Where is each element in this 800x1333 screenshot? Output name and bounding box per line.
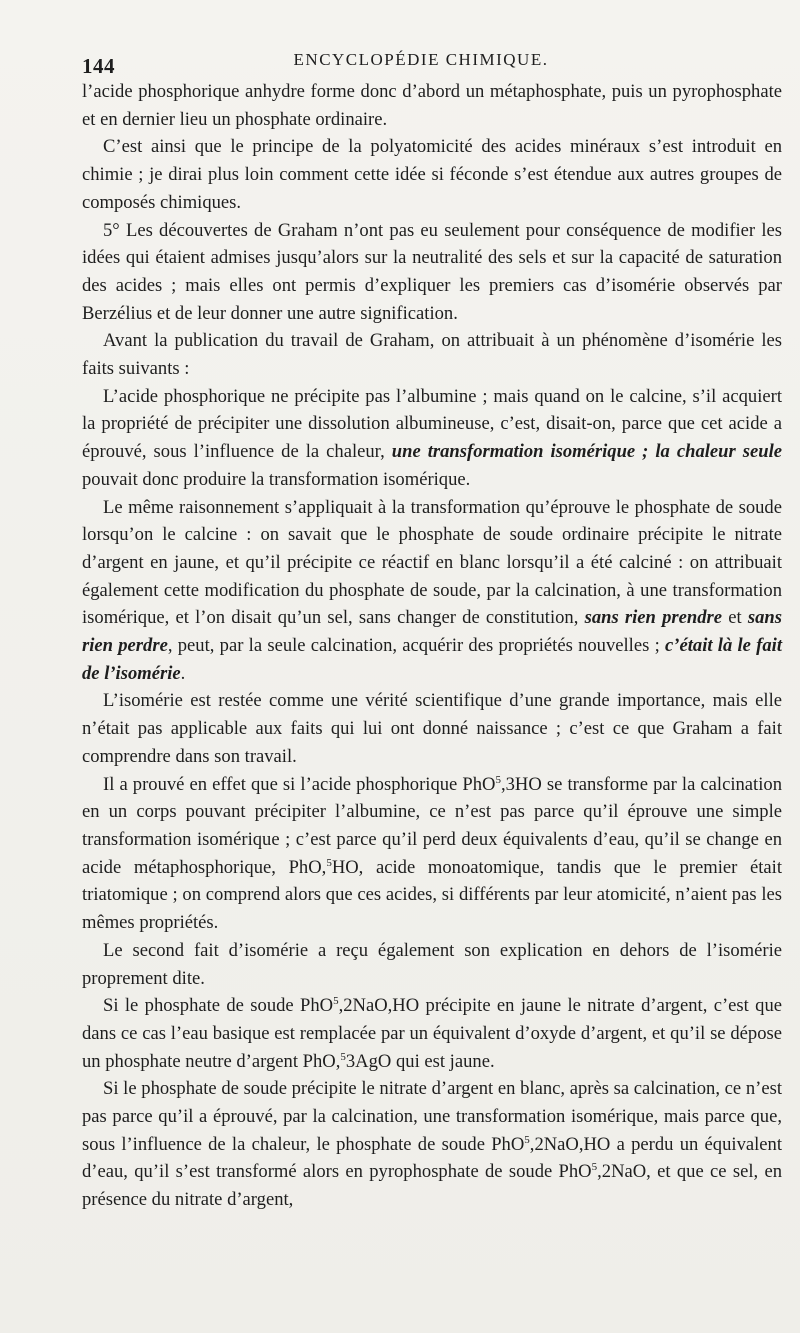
paragraph: 5° Les découvertes de Graham n’ont pas eu seulement pour conséquence de modifier les idées qui étaient admises jusqu’alors sur la neutralité des sels et sur la capacité de saturation des acides ; mais elles ont permis d’expliquer les premiers cas d’isomérie observés par Berzélius et de leur donner une autre signification. <box>82 219 782 324</box>
page-header <box>82 50 760 78</box>
text-run: Si le phosphate de soude PhO <box>103 995 334 1017</box>
text-run: ,2NaO,HO précipite en jaune le nitrate d’argent, c’est que dans ce cas l’eau basique est remplacée par un équivalent d’oxyde d’argent, et qu’il se dépose un phosphate neutre d’argent PhO, <box>82 995 782 1072</box>
text-run: , peut, par la seule calcination, acquérir des propriétés nouvelles ; <box>167 635 666 657</box>
text-run: Si le phosphate de soude précipite le nitrate d’argent en blanc, après sa calcination, ce n’est pas parce qu’il a éprouvé, par la calcination, une transformation isomérique, mais parce que, sous l’influence de la chaleur, le phosphate de soude PhO <box>82 1078 782 1155</box>
paragraph: Le second fait d’isomérie a reçu également son explication en dehors de l’isomérie proprement dite. <box>82 939 782 989</box>
text-run: 3AgO qui est jaune. <box>345 1050 495 1072</box>
text-run: Le même raisonnement s’appliquait à la transformation qu’éprouve le phosphate de soude lorsqu’on le calcine : on savait que le phosphate de soude ordinaire précipite le nitrate d’argent en jaune, et qu’il précipite ce réactif en blanc lorsqu’il a été calciné : on attribuait également cette modification du phosphate de soude, par la calcination, à une transformation isomérique, et l’on disait qu’un sel, sans changer de constitution, <box>82 496 782 629</box>
paragraph: l’acide phosphorique anhydre forme donc d’abord un métaphosphate, puis un pyrophosphate et en dernier lieu un phosphate ordinaire. <box>82 81 782 130</box>
superscript: 5 <box>326 856 332 869</box>
text-run: ,2NaO, et que ce sel, en présence du nitrate d’argent, <box>82 1161 782 1211</box>
text-run: L’acide phosphorique ne précipite pas l’albumine ; mais quand on le calcine, s’il acquiert la propriété de précipiter une dissolution albumineuse, c’est, disait-on, parce que cet acide a éprouvé, sous l’influence de la chaleur, <box>82 385 782 463</box>
text-run: pouvait donc produire la transformation isomérique. <box>82 468 471 490</box>
paragraph: C’est ainsi que le principe de la polyatomicité des acides minéraux s’est introduit en chimie ; je dirai plus loin comment cette idée si féconde s’est étendue aux autres groupes de composés chimiques. <box>82 136 782 213</box>
paragraph <box>82 494 782 688</box>
paragraph <box>82 383 782 494</box>
paragraph: L’isomérie est restée comme une vérité scientifique d’une grande importance, mais elle n’était pas applicable aux faits qui lui ont donné naissance ; c’est ce que Graham a fait comprendre dans son travail. <box>82 690 782 767</box>
superscript: 5 <box>333 995 339 1008</box>
body-text <box>82 78 782 1214</box>
text-run: HO, acide monoatomique, tandis que le premier était triatomique ; on comprend alors que ces acides, si différents par leur atomicité, n’aient pas les mêmes propriétés. <box>82 856 782 934</box>
text-run: ,2NaO,HO a perdu un équivalent d’eau, qu’il s’est transformé alors en pyrophosphate de soude PhO <box>82 1133 783 1183</box>
italic-emphasis: c’était là le fait de l’isomérie <box>82 635 783 684</box>
italic-emphasis: sans rien prendre <box>584 607 723 629</box>
paragraph <box>82 771 782 937</box>
paragraph <box>82 992 782 1075</box>
superscript: 5 <box>340 1050 346 1063</box>
page-number: 144 <box>82 54 115 78</box>
superscript: 5 <box>591 1161 598 1174</box>
paragraph <box>82 1075 782 1214</box>
running-title: ENCYCLOPÉDIE CHIMIQUE. <box>293 50 549 69</box>
paragraph: Avant la publication du travail de Graham, on attribuait à un phénomène d’isomérie les faits suivants : <box>82 330 782 380</box>
italic-emphasis: une transformation isomérique ; la chaleur seule <box>391 441 782 463</box>
text-run: . <box>180 662 186 684</box>
superscript: 5 <box>495 773 501 786</box>
text-run: ,3HO se transforme par la calcination en un corps pouvant précipiter l’albumine, ce n’est pas parce qu’il éprouve une simple transformation isomérique ; c’est parce qu’il perd deux équivalents d’eau, qu’il se change en acide métaphosphorique, PhO, <box>82 773 782 878</box>
superscript: 5 <box>524 1133 530 1146</box>
italic-emphasis: sans rien perdre <box>82 607 782 657</box>
text-run: Il a prouvé en effet que si l’acide phosphorique PhO <box>103 773 496 795</box>
text-run: et <box>722 607 748 629</box>
